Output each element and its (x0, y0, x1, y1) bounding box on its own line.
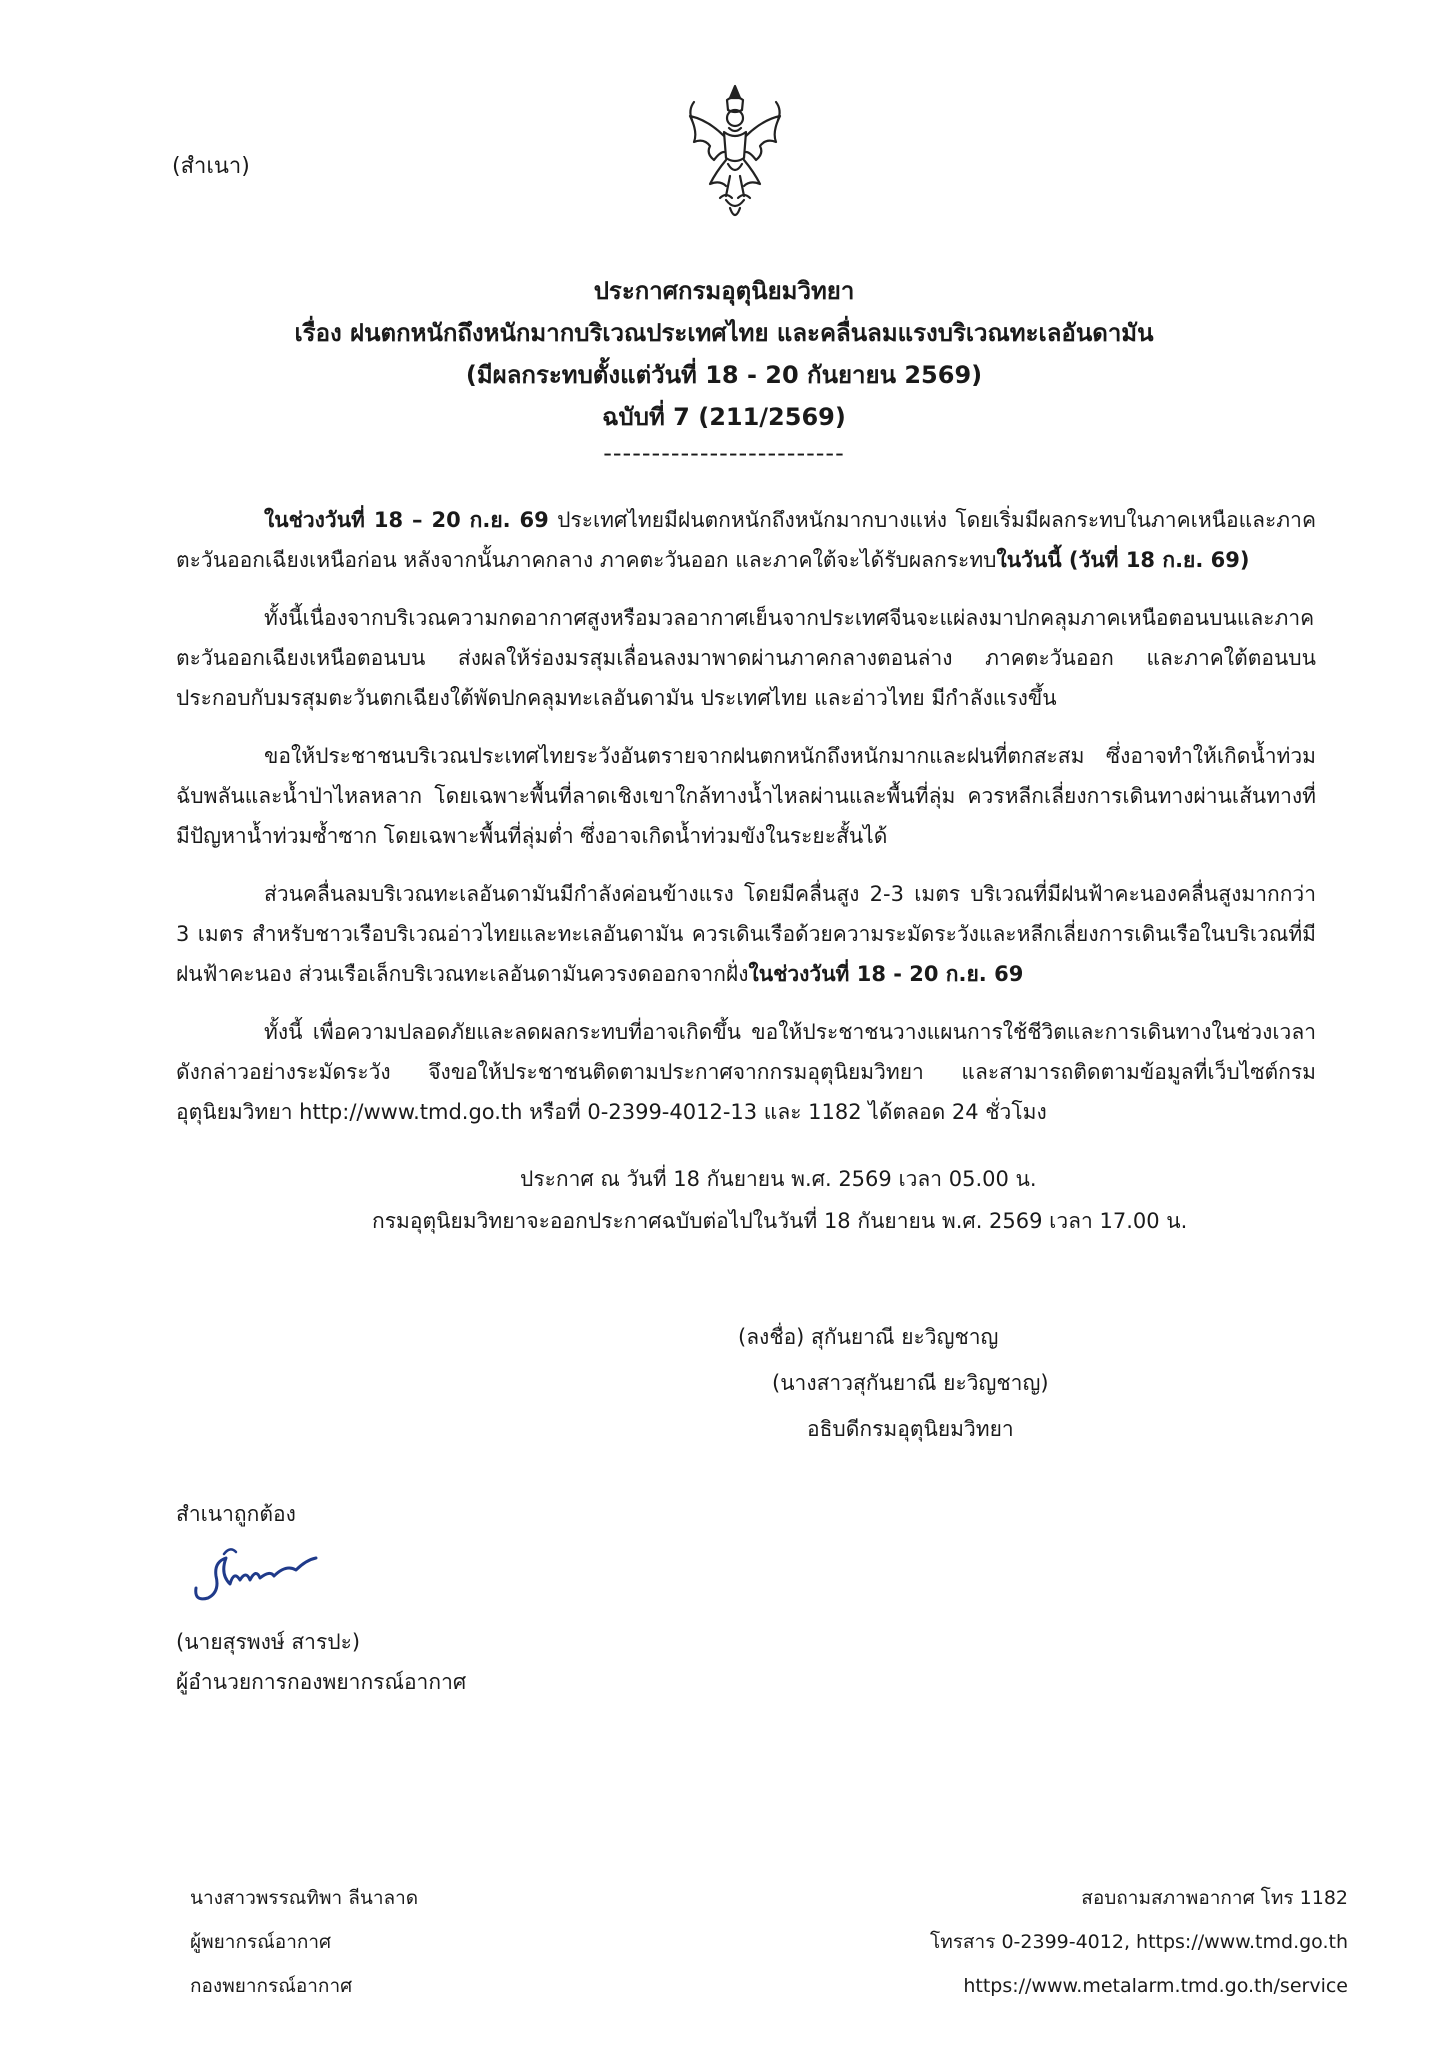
contact-fax-web: โทรสาร 0-2399-4012, https://www.tmd.go.th (930, 1931, 1348, 1953)
paragraph-1 (176, 500, 1316, 580)
paragraph-1-bold-dates: ในช่วงวันที่ 18 – 20 ก.ย. 69 (264, 508, 549, 532)
contact-service-url: https://www.metalarm.tmd.go.th/service (963, 1975, 1348, 1997)
paragraph-4-text: ส่วนคลื่นลมบริเวณทะเลอันดามันมีกำลังค่อนข้างแรง โดยมีคลื่นสูง 2-3 เมตร บริเวณที่มีฝนฟ้าคะนองคลื่นสูงมากกว่า 3 เมตร สำหรับชาวเรือบริเวณอ่าวไทยและทะเลอันดามัน ควรเดินเรือด้วยความระมัดระวังและหลีกเลี่ยงการเดินเรือในบริเวณที่มีฝนฟ้าคะนอง ส่วนเรือเล็กบริเวณทะเลอันดามันควรงดออกจากฝั่ง (176, 882, 1316, 986)
forecaster-division: กองพยากรณ์อากาศ (190, 1975, 353, 1997)
copy-label: (สำเนา) (172, 154, 250, 179)
forecaster-name: นางสาวพรรณทิพา ลีนาลาด (190, 1887, 419, 1909)
title-effective-dates: (มีผลกระทบตั้งแต่วันที่ 18 - 20 กันยายน 2569) (465, 361, 983, 389)
contact-phone: สอบถามสภาพอากาศ โทร 1182 (1081, 1887, 1348, 1909)
paragraph-4-bold-dates: ในช่วงวันที่ 18 - 20 ก.ย. 69 (748, 962, 1024, 986)
paragraph-5: ทั้งนี้ เพื่อความปลอดภัยและลดผลกระทบที่อาจเกิดขึ้น ขอให้ประชาชนวางแผนการใช้ชีวิตและการเดินทางในช่วงเวลาดังกล่าวอย่างระมัดระวัง จึงขอให้ประชาชนติดตามประกาศจากกรมอุตุนิยมวิทยา และสามารถติดตามข้อมูลที่เว็บไซต์กรมอุตุนิยมวิทยา http://www.tmd.go.th หรือที่ 0-2399-4012-13 และ 1182 ได้ตลอด 24 ชั่วโมง (176, 1020, 1316, 1124)
announcement-body (176, 500, 1316, 1150)
signer-signed: (ลงชื่อ) สุกันยาณี ยะวิญชาญ (738, 1325, 999, 1349)
paragraph-2: ทั้งนี้เนื่องจากบริเวณความกดอากาศสูงหรือมวลอากาศเย็นจากประเทศจีนจะแผ่ลงมาปกคลุมภาคเหนือตอนบนและภาคตะวันออกเฉียงเหนือตอนบน ส่งผลให้ร่องมรสุมเลื่อนลงมาพาดผ่านภาคกลางตอนล่าง ภาคตะวันออก และภาคใต้ตอนบน ประกอบกับมรสุมตะวันตกเฉียงใต้พัดปกคลุมทะเลอันดามัน ประเทศไทย และอ่าวไทย มีกำลังแรงขึ้น (176, 606, 1316, 710)
title-subject: เรื่อง ฝนตกหนักถึงหนักมากบริเวณประเทศไทย และคลื่นลมแรงบริเวณทะเลอันดามัน (294, 319, 1154, 347)
paragraph-1-bold-today: ในวันนี้ (วันที่ 18 ก.ย. 69) (996, 548, 1250, 572)
title-block (150, 270, 1298, 468)
certifier-position: ผู้อำนวยการกองพยากรณ์อากาศ (176, 1670, 467, 1694)
footer-forecaster (190, 1876, 418, 2008)
title-issue-number: ฉบับที่ 7 (211/2569) (602, 403, 846, 431)
paragraph-1-text: ประเทศไทยมีฝนตกหนักถึงหนักมากบางแห่ง โดยเริ่มมีผลกระทบในภาคเหนือและภาคตะวันออกเฉียงเหนือก่อน หลังจากนั้นภาคกลาง ภาคตะวันออก และภาคใต้จะได้รับผลกระทบ (176, 508, 1316, 572)
signer-full-name: (นางสาวสุกันยาณี ยะวิญชาญ) (772, 1371, 1049, 1395)
certifier-name: (นายสุรพงษ์ สารปะ) (176, 1630, 361, 1654)
issued-date: ประกาศ ณ วันที่ 18 กันยายน พ.ศ. 2569 เวลา 05.00 น. (520, 1167, 1037, 1191)
certifier-block (176, 1622, 466, 1702)
garuda-emblem-icon (680, 80, 790, 230)
next-issue-date: กรมอุตุนิยมวิทยาจะออกประกาศฉบับต่อไปในวันที่ 18 กันยายน พ.ศ. 2569 เวลา 17.00 น. (372, 1209, 1188, 1233)
paragraph-3: ขอให้ประชาชนบริเวณประเทศไทยระวังอันตรายจากฝนตกหนักถึงหนักมากและฝนที่ตกสะสม ซึ่งอาจทำให้เกิดน้ำท่วมฉับพลันและน้ำป่าไหลหลาก โดยเฉพาะพื้นที่ลาดเชิงเขาใกล้ทางน้ำไหลผ่านและพื้นที่ลุ่ม ควรหลีกเลี่ยงการเดินทางผ่านเส้นทางที่มีปัญหาน้ำท่วมซ้ำซาก โดยเฉพาะพื้นที่ลุ่มต่ำ ซึ่งอาจเกิดน้ำท่วมขังในระยะสั้นได้ (176, 744, 1316, 848)
paragraph-4 (176, 874, 1316, 994)
certified-copy-label: สำเนาถูกต้อง (176, 1502, 296, 1526)
signer-position: อธิบดีกรมอุตุนิยมวิทยา (807, 1417, 1014, 1441)
footer-contact (930, 1876, 1348, 2008)
forecaster-title: ผู้พยากรณ์อากาศ (190, 1931, 332, 1953)
title-divider: ------------------------- (603, 439, 845, 467)
handwritten-signature (190, 1540, 320, 1610)
title-agency: ประกาศกรมอุตุนิยมวิทยา (593, 277, 855, 305)
